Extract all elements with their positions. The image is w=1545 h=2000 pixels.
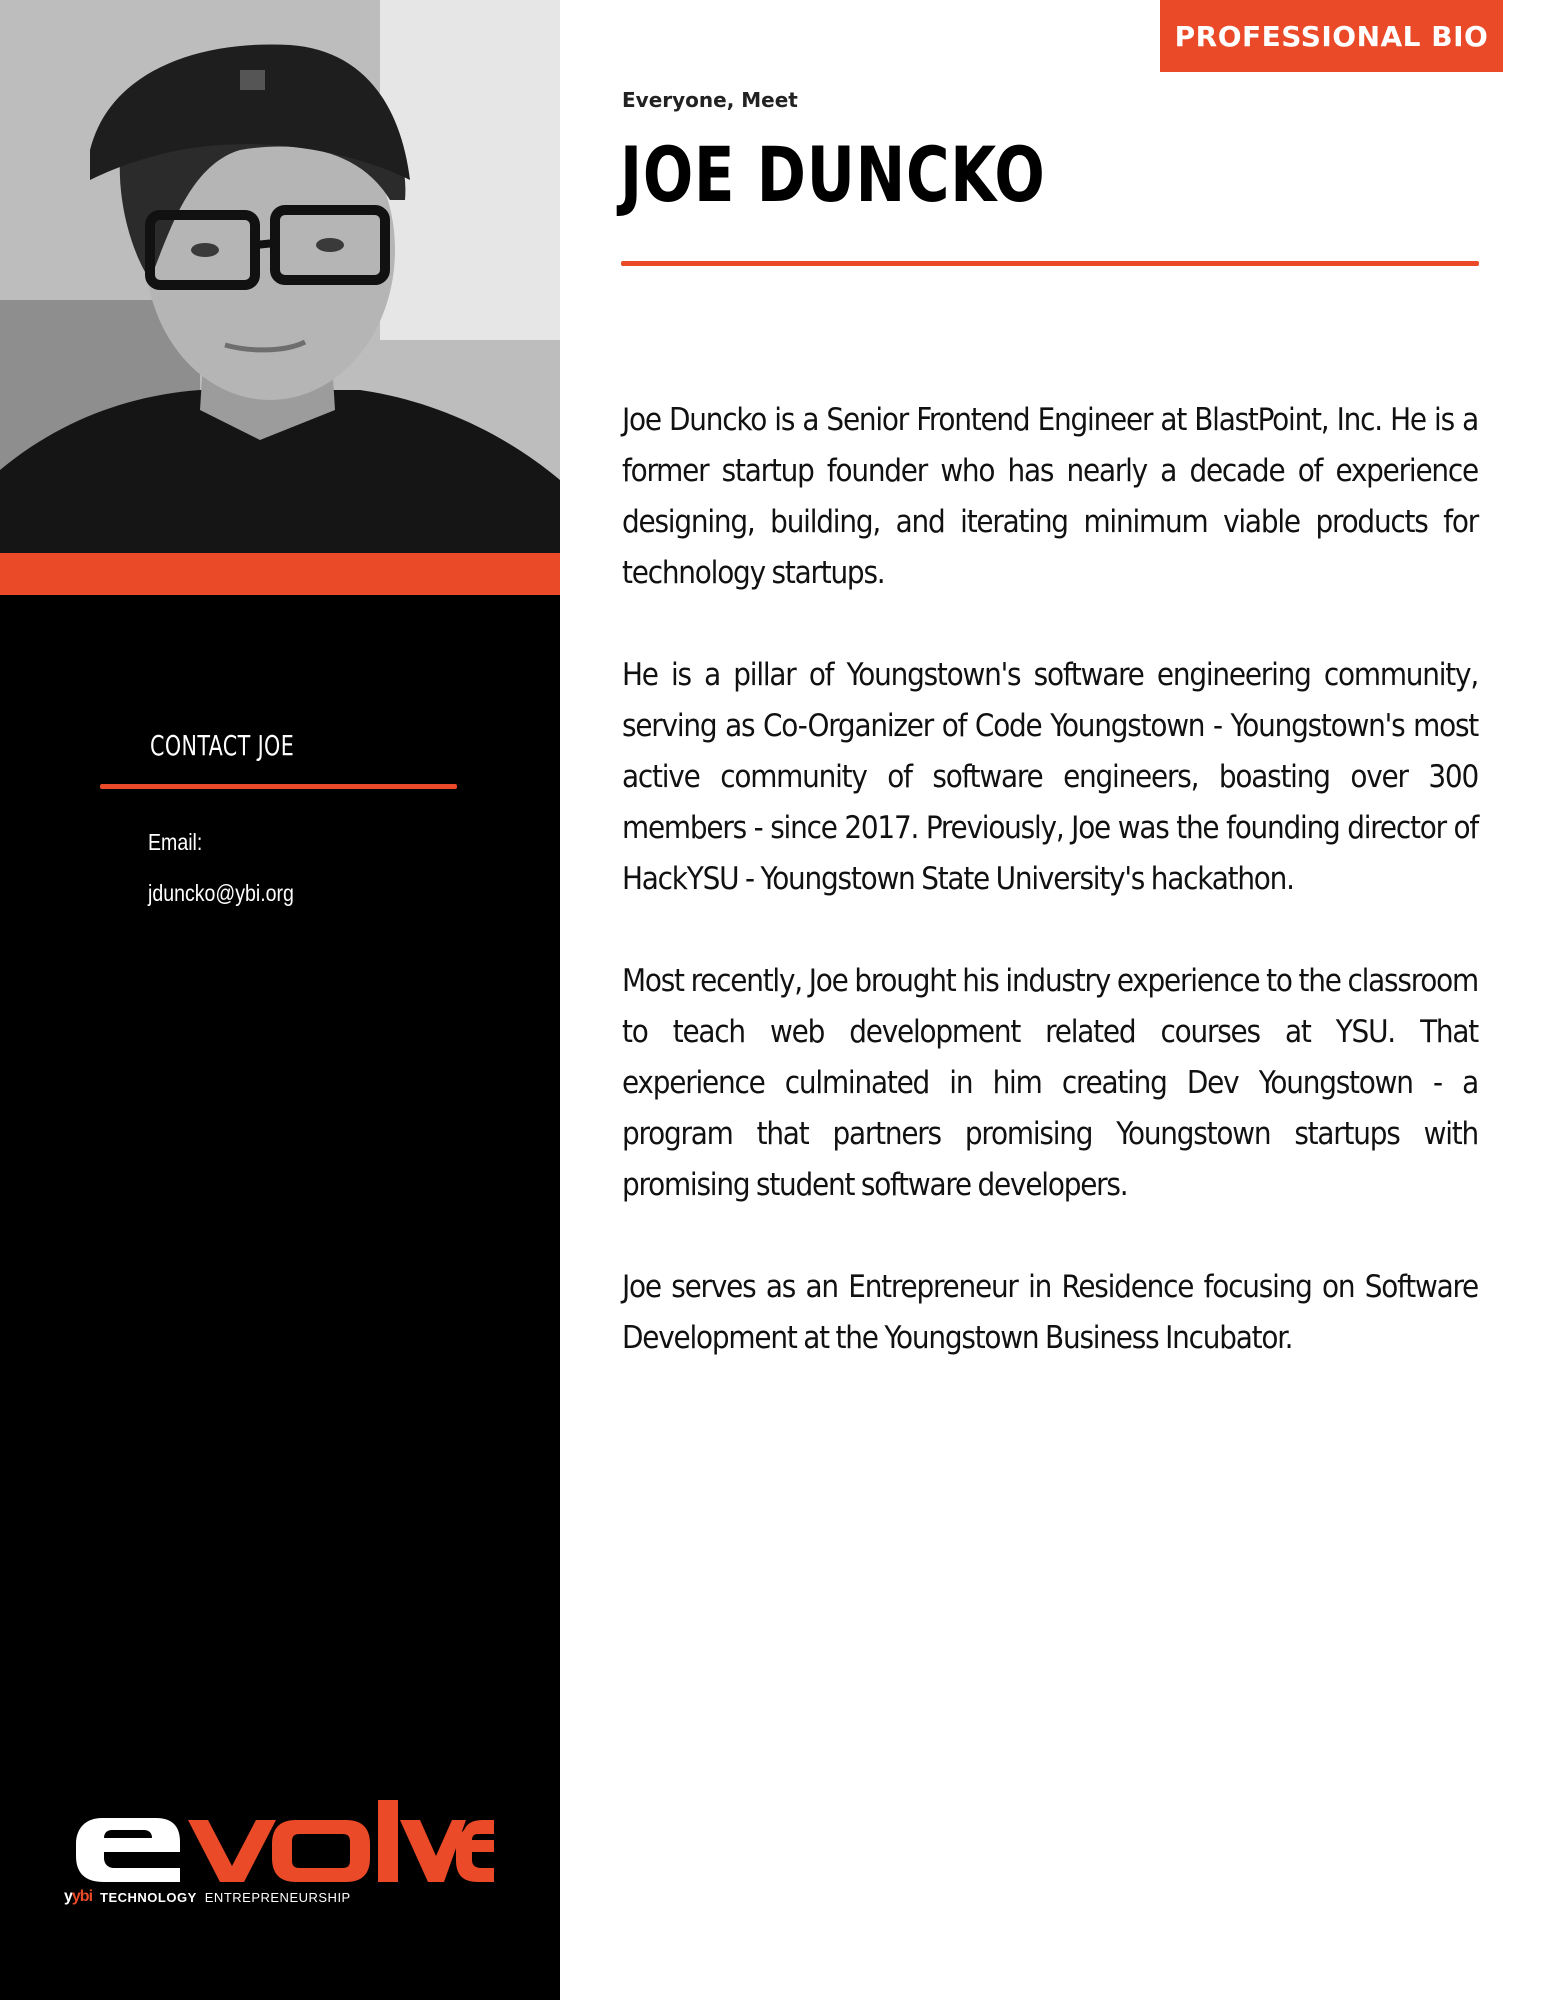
logo-sub-strong: TECHNOLOGY (100, 1889, 197, 1905)
logo-subtitle (64, 1888, 351, 1906)
page-title: JOE DUNCKO (620, 130, 1046, 219)
contact-section (100, 720, 460, 907)
contact-divider (100, 784, 457, 789)
bio-paragraph: Joe serves as an Entrepreneur in Residence focusing on Software Development at the Youngstown Business Incubator. (622, 1269, 1478, 1356)
bio-body (622, 395, 1478, 1415)
bio-paragraph: Joe Duncko is a Senior Frontend Engineer at BlastPoint, Inc. He is a former startup founder who has nearly a decade of experience designing, building, and iterating minimum viable products for technology startups. (622, 402, 1478, 591)
title-divider (621, 261, 1479, 266)
profile-photo (0, 0, 560, 553)
sidebar-accent-bar (0, 553, 560, 595)
contact-title: CONTACT JOE (150, 729, 295, 762)
email-link[interactable]: jduncko@ybi.org (148, 880, 294, 906)
bio-paragraph: He is a pillar of Youngstown's software engineering community, serving as Co-Organizer of Code Youngstown - Youngstown's most active community of software engineers, boasting over 300 members - since 2017. Previously, Joe was the founding director of HackYSU - Youngstown State University's hackathon. (622, 657, 1478, 897)
eyebrow-text: Everyone, Meet (622, 88, 798, 112)
ybi-mark: yybi (64, 1888, 93, 1905)
email-label: Email: (148, 829, 203, 855)
document-tag: PROFESSIONAL BIO (1160, 0, 1503, 72)
logo-sub-light: ENTREPRENEURSHIP (204, 1889, 351, 1905)
sidebar (0, 0, 560, 2000)
bio-paragraph: Most recently, Joe brought his industry experience to the classroom to teach web development related courses at YSU. That experience culminated in him creating Dev Youngstown - a program that partners promising Youngstown startups with promising student software developers. (622, 963, 1478, 1203)
evolve-wordmark (64, 1800, 494, 1890)
